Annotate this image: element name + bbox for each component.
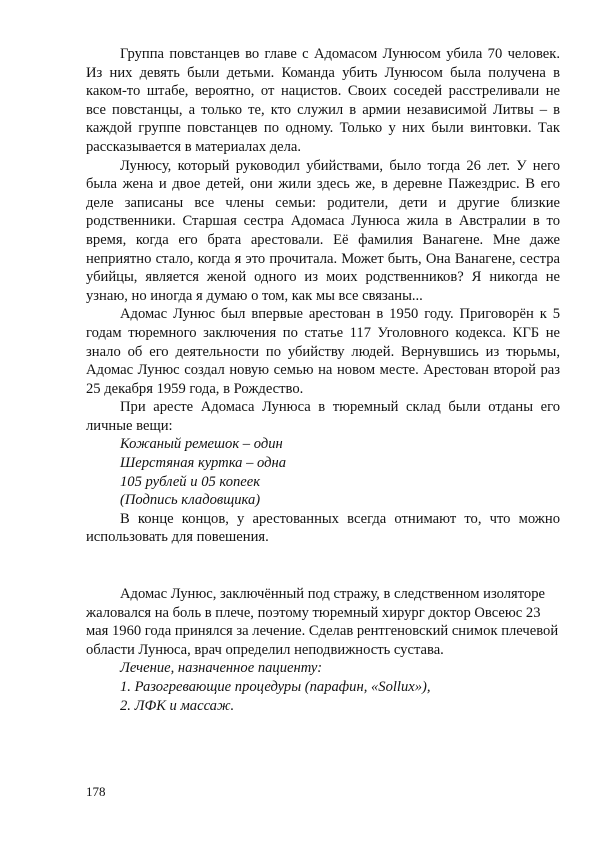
main-text-block <box>86 45 560 547</box>
item-money: 105 рублей и 05 копеек <box>120 473 261 490</box>
treatment-item-2: 2. ЛФК и массаж. <box>120 697 235 714</box>
paragraph-lunius-family: Лунюсу, который руководил убийствами, было тогда 26 лет. У него была жена и двое детей, они жили здесь же, в деревне Пажездрис. В его деле записаны все члены семьи: родители, дети и другие близкие родственники. Старшая сестра Адомаса Лунюса жила в Австралии в то время, когда его брата арестовали. Её фамилия Ванагене. Мне даже неприятно стало, когда я это прочитала. Может быть, Она Ванагене, сестра убийцы, является женой одного из моих родственников? Я никогда не узнаю, но иногда я думаю о том, как мы все связаны... <box>86 157 560 304</box>
item-leather-strap: Кожаный ремешок – один <box>120 436 283 453</box>
treatment-heading: Лечение, назначенное пациенту: <box>120 660 323 677</box>
treatment-item-1: 1. Разогревающие процедуры (парафин, «Sollux»), <box>120 678 431 695</box>
page-number: 178 <box>86 784 106 799</box>
item-signature: (Подпись кладовщика) <box>120 492 261 509</box>
paragraph-first-arrest: Адомас Лунюс был впервые арестован в 1950 году. Приговорён к 5 годам тюремного заключения по статье 117 Уголовного кодекса. КГБ не знало об его деятельности по убийству людей. Вернувшись из тюрьмы, Адомас Лунюс создал новую семью на новом месте. Арестован второй раз 25 декабря 1959 года, в Рождество. <box>86 306 560 397</box>
paragraph-insurgents: Группа повстанцев во главе с Адомасом Лунюсом убила 70 человек. Из них девять были детьми. Команда убить Лунюсом была получена в каком-то штабе, вероятно, от нацистов. Своих соседей расстреливали не все повстанцы, а только те, кто служил в армии независимой Литвы – в каждой группе повстанцев по одному. Только у них были винтовки. Так рассказывается в материалах дела. <box>86 46 560 155</box>
second-text-block <box>86 585 560 715</box>
item-wool-jacket: Шерстяная куртка – одна <box>120 455 287 472</box>
paragraph-personal-items: При аресте Адомаса Лунюса в тюремный склад были отданы его личные вещи: <box>86 399 560 434</box>
paragraph-hanging: В конце концов, у арестованных всегда отнимают то, что можно использовать для повешения. <box>86 510 560 546</box>
paragraph-shoulder-treatment: Адомас Лунюс, заключённый под стражу, в следственном изоляторе жаловался на боль в плече, поэтому тюремный хирург доктор Овсеюс 23 мая 1960 года принялся за лечение. Сделав рентгеновский снимок плечевой области Лунюса, врач определил неподвижность сустава. <box>86 586 559 658</box>
